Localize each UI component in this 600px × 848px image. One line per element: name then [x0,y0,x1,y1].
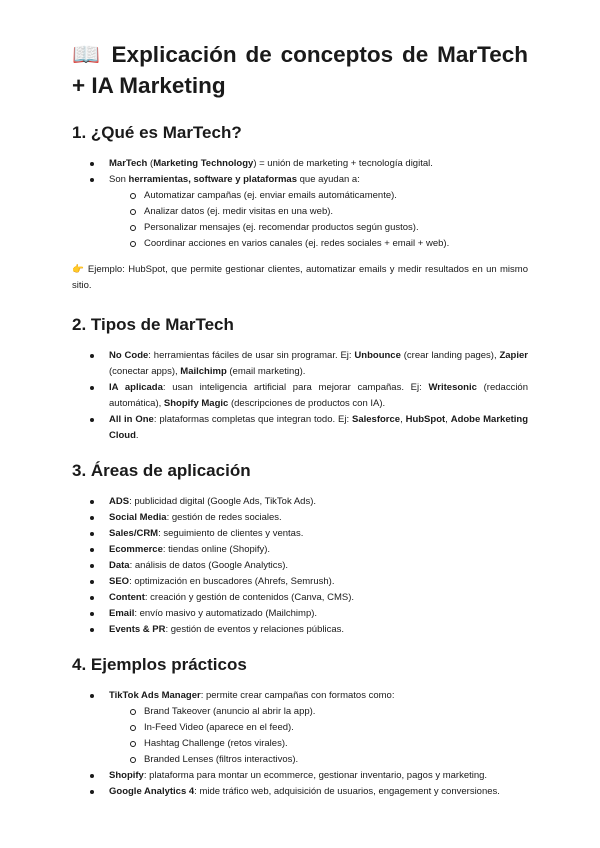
sub-list [109,188,528,252]
sub-list-item: Branded Lenses (filtros interactivos). [109,752,528,768]
list-item: TikTok Ads Manager: permite crear campañas con formatos como: Brand Takeover (anuncio al abrir la app). In-Feed Video (aparece en el feed). Hashtag Challenge (retos virales). Branded Lenses (filtros interactivos). [88,688,528,768]
sub-list-item: Brand Takeover (anuncio al abrir la app). [109,704,528,720]
list-item: No Code: herramientas fáciles de usar sin programar. Ej: Unbounce (crear landing pages), Zapier (conectar apps), Mailchimp (email marketing). [88,348,528,380]
pointing-hand-icon: 👉 [72,264,85,275]
sub-list-item: Coordinar acciones en varios canales (ej. redes sociales + email + web). [109,236,528,252]
sub-list-item: Automatizar campañas (ej. enviar emails automáticamente). [109,188,528,204]
list-item: Google Analytics 4: mide tráfico web, adquisición de usuarios, engagement y conversiones. [88,784,528,800]
sub-list-item: Hashtag Challenge (retos virales). [109,736,528,752]
list-item: Social Media: gestión de redes sociales. [88,510,528,526]
open-book-icon: 📖 [72,42,103,67]
list-item: Data: análisis de datos (Google Analytics). [88,558,528,574]
list-item: Content: creación y gestión de contenidos (Canva, CMS). [88,590,528,606]
section-heading-2: 2. Tipos de MarTech [72,315,234,334]
section-4-list [88,688,528,800]
list-item: IA aplicada: usan inteligencia artificial para mejorar campañas. Ej: Writesonic (redacción automática), Shopify Magic (descripciones de productos con IA). [88,380,528,412]
sub-list-item: Personalizar mensajes (ej. recomendar productos según gustos). [109,220,528,236]
sub-list [109,704,528,768]
list-item: ADS: publicidad digital (Google Ads, TikTok Ads). [88,494,528,510]
sub-list-item: Analizar datos (ej. medir visitas en una web). [109,204,528,220]
section-heading-1: 1. ¿Qué es MarTech? [72,123,242,142]
section-heading-3: 3. Áreas de aplicación [72,461,251,480]
section-2-list [88,348,528,444]
list-item: Sales/CRM: seguimiento de clientes y ventas. [88,526,528,542]
list-item: Email: envío masivo y automatizado (Mailchimp). [88,606,528,622]
term: MarTech [109,158,148,169]
page-title [72,39,528,101]
term: herramientas, software y plataformas [128,174,297,185]
section-1-list [88,156,528,252]
list-item: Events & PR: gestión de eventos y relaciones públicas. [88,622,528,638]
sub-list-item: In-Feed Video (aparece en el feed). [109,720,528,736]
term: Marketing Technology [153,158,254,169]
section-3-list [88,494,528,638]
example-note: 👉 Ejemplo: HubSpot, que permite gestionar clientes, automatizar emails y medir resultados en un mismo sitio. [72,264,528,291]
list-item: SEO: optimización en buscadores (Ahrefs, Semrush). [88,574,528,590]
page-title-text: Explicación de conceptos de MarTech + IA Marketing [72,42,529,98]
section-heading-4: 4. Ejemplos prácticos [72,655,247,674]
list-item: MarTech (Marketing Technology) = unión de marketing + tecnología digital. [88,156,528,172]
list-item: Shopify: plataforma para montar un ecommerce, gestionar inventario, pagos y marketing. [88,768,528,784]
list-item: All in One: plataformas completas que integran todo. Ej: Salesforce, HubSpot, Adobe Marketing Cloud. [88,412,528,444]
list-item: Ecommerce: tiendas online (Shopify). [88,542,528,558]
list-item: Son herramientas, software y plataformas que ayudan a: Automatizar campañas (ej. enviar emails automáticamente). Analizar datos (ej. medir visitas en una web). Personalizar mensajes (ej. recomendar productos según gustos). Coordinar acciones en varios canales (ej. redes sociales + email + web). [88,172,528,252]
